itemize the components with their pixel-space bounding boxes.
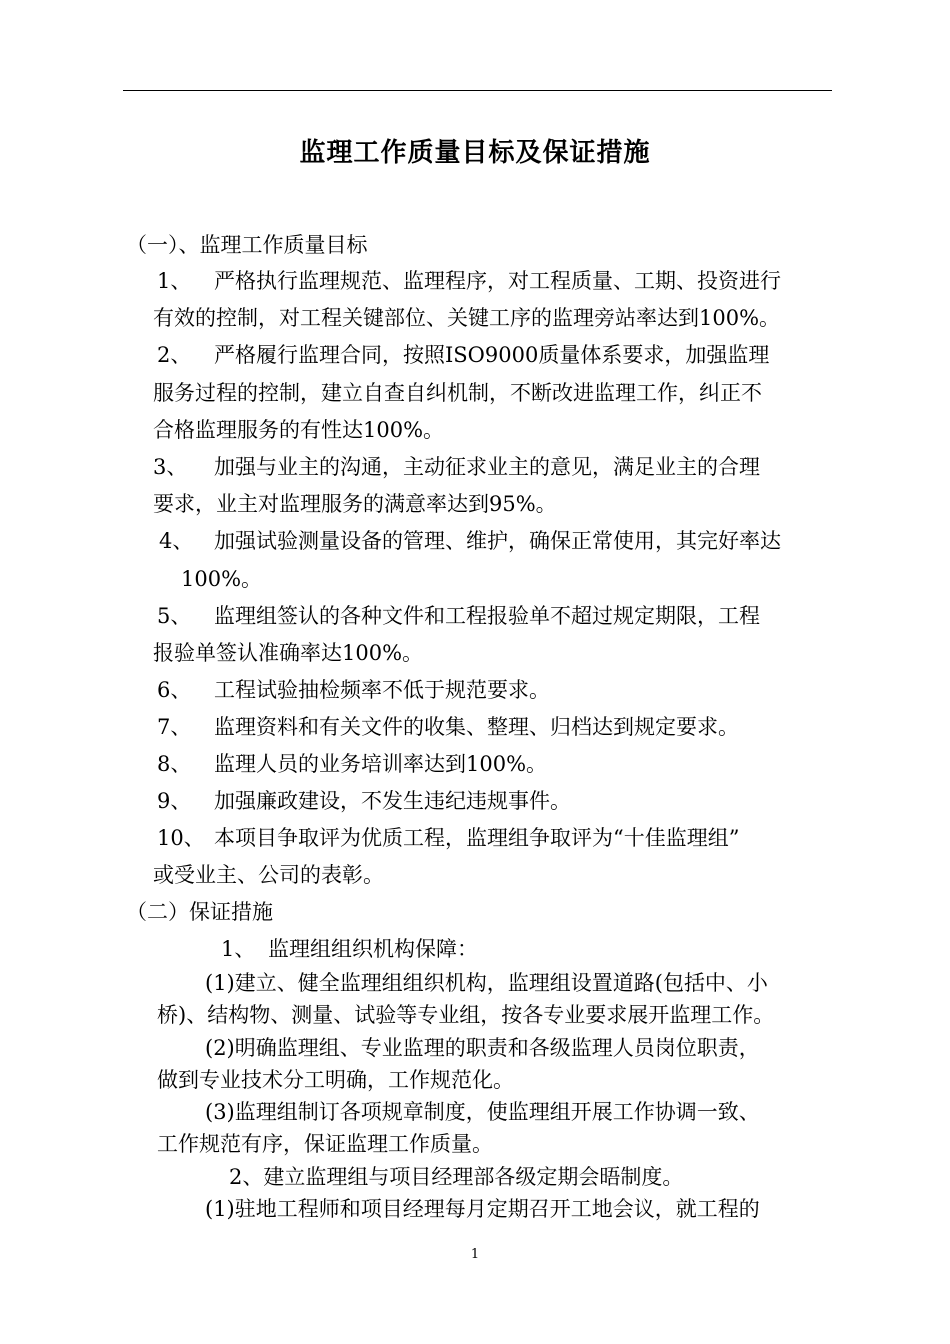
list-item (157, 340, 191, 370)
item-number: 10、 (157, 826, 205, 850)
document-title: 监理工作质量目标及保证措施 (299, 138, 651, 168)
item-number: 6、 (157, 678, 192, 702)
list-item (157, 749, 191, 779)
sub-item-number: 1、 (221, 937, 256, 961)
item-number: 5、 (157, 604, 192, 628)
list-item (157, 601, 191, 631)
item-text-cont: 要求，业主对监理服务的满意率达到95%。 (153, 492, 557, 516)
item-number: 7、 (157, 715, 192, 739)
item-text: 严格执行监理规范、监理程序，对工程质量、工期、投资进行 (214, 269, 781, 293)
page-number: 1 (470, 1247, 480, 1262)
sub-item-text: 监理组组织机构保障： (268, 937, 478, 961)
item-text: 工程试验抽检频率不低于规范要求。 (214, 678, 550, 702)
item-number: 8、 (157, 752, 192, 776)
item-text: 监理人员的业务培训率达到100%。 (214, 752, 548, 776)
list-item (157, 266, 191, 296)
item-text-cont: 100%。 (181, 567, 263, 591)
paragraph-line: 桥)、结构物、测量、试验等专业组，按各专业要求展开监理工作。 (157, 1003, 775, 1027)
section2-heading: （二）保证措施 (126, 900, 273, 924)
list-item (157, 786, 191, 816)
paragraph-line: (1)驻地工程师和项目经理每月定期召开工地会议，就工程的 (205, 1197, 760, 1221)
item-text: 加强廉政建设，不发生违纪违规事件。 (214, 789, 571, 813)
item-text: 监理资料和有关文件的收集、整理、归档达到规定要求。 (214, 715, 739, 739)
item-number: 4、 (159, 529, 194, 553)
item-text: 加强与业主的沟通，主动征求业主的意见，满足业主的合理 (214, 455, 760, 479)
item-text: 严格履行监理合同，按照ISO9000质量体系要求，加强监理 (214, 343, 770, 367)
item-number: 9、 (157, 789, 192, 813)
paragraph-line: 做到专业技术分工明确，工作规范化。 (157, 1068, 514, 1092)
item-text-cont: 合格监理服务的有性达100%。 (153, 418, 445, 442)
item-number: 2、 (157, 343, 192, 367)
item-text-cont: 有效的控制，对工程关键部位、关键工序的监理旁站率达到100%。 (153, 306, 781, 330)
item-text-cont: 服务过程的控制，建立自查自纠机制，不断改进监理工作，纠正不 (153, 381, 762, 405)
sub-item-2: 2、建立监理组与项目经理部各级定期会晤制度。 (229, 1165, 684, 1189)
paragraph-line: (2)明确监理组、专业监理的职责和各级监理人员岗位职责， (205, 1036, 760, 1060)
list-item (157, 712, 191, 742)
item-text: 监理组签认的各种文件和工程报验单不超过规定期限，工程 (214, 604, 760, 628)
header-rule (123, 90, 832, 91)
item-text-cont: 或受业主、公司的表彰。 (153, 863, 384, 887)
section1-heading: （一）、监理工作质量目标 (126, 233, 368, 257)
list-item (153, 452, 187, 482)
item-text: 加强试验测量设备的管理、维护，确保正常使用，其完好率达 (214, 529, 781, 553)
item-text: 本项目争取评为优质工程，监理组争取评为“十佳监理组” (214, 826, 740, 850)
list-item (157, 823, 205, 853)
item-number: 3、 (153, 455, 188, 479)
item-text-cont: 报验单签认准确率达100%。 (153, 641, 424, 665)
list-item (157, 675, 191, 705)
paragraph-line: (3)监理组制订各项规章制度，使监理组开展工作协调一致、 (205, 1100, 760, 1124)
paragraph-line: 工作规范有序，保证监理工作质量。 (157, 1132, 493, 1156)
paragraph-line: (1)建立、健全监理组组织机构，监理组设置道路(包括中、小 (205, 971, 768, 995)
item-number: 1、 (157, 269, 192, 293)
list-item (159, 526, 193, 556)
